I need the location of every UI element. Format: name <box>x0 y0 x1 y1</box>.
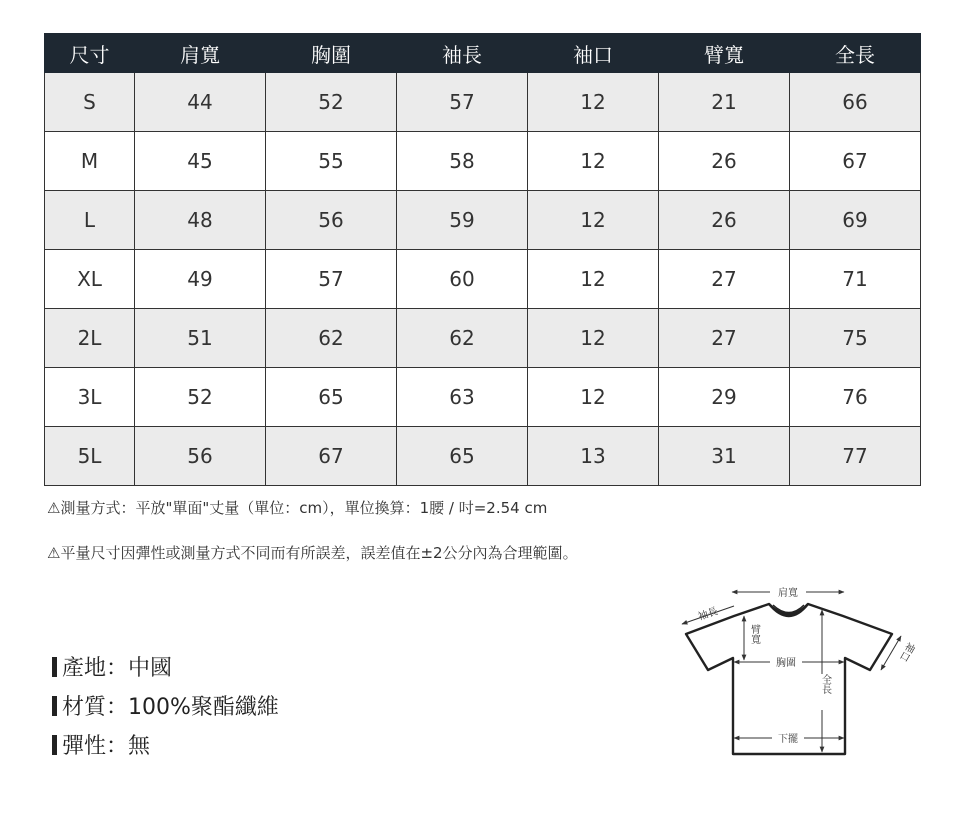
header-size: 尺寸 <box>45 34 135 73</box>
sleeve-length-label: 袖長 <box>696 606 720 623</box>
table-cell: 56 <box>266 191 397 250</box>
table-row <box>45 368 921 427</box>
shoulder-width-label: 肩寬 <box>778 588 798 599</box>
tshirt-measurement-diagram <box>678 580 916 762</box>
size-table-header-row <box>45 34 921 73</box>
table-cell: 69 <box>790 191 921 250</box>
table-cell: 27 <box>659 250 790 309</box>
size-table <box>44 33 921 486</box>
table-cell: 62 <box>266 309 397 368</box>
table-cell: 27 <box>659 309 790 368</box>
total-length-label: 全長 <box>819 674 831 694</box>
spec-material <box>52 690 279 721</box>
table-cell: 31 <box>659 427 790 486</box>
table-cell: 12 <box>528 309 659 368</box>
shoulder-width-measure <box>732 586 844 599</box>
table-cell: 76 <box>790 368 921 427</box>
table-cell: L <box>45 191 135 250</box>
table-cell: 77 <box>790 427 921 486</box>
header-chest: 胸圍 <box>266 34 397 73</box>
table-cell: 63 <box>397 368 528 427</box>
table-cell: S <box>45 73 135 132</box>
hem-label: 下擺 <box>778 734 798 745</box>
table-cell: 26 <box>659 132 790 191</box>
table-cell: 3L <box>45 368 135 427</box>
table-cell: 49 <box>135 250 266 309</box>
table-cell: 55 <box>266 132 397 191</box>
table-cell: 57 <box>397 73 528 132</box>
table-row <box>45 250 921 309</box>
table-cell: 52 <box>135 368 266 427</box>
table-cell: 66 <box>790 73 921 132</box>
table-cell: 62 <box>397 309 528 368</box>
tolerance-note: ⚠平量尺寸因彈性或測量方式不同而有所誤差，誤差值在±2公分內為合理範圍。 <box>47 544 578 562</box>
table-cell: 59 <box>397 191 528 250</box>
header-total-length: 全長 <box>790 34 921 73</box>
table-cell: 29 <box>659 368 790 427</box>
bullet-bar-icon <box>52 657 57 677</box>
bullet-bar-icon <box>52 696 57 716</box>
table-cell: 12 <box>528 250 659 309</box>
table-cell: M <box>45 132 135 191</box>
header-arm-width: 臂寬 <box>659 34 790 73</box>
table-row <box>45 191 921 250</box>
bullet-bar-icon <box>52 735 57 755</box>
header-cuff: 袖口 <box>528 34 659 73</box>
arm-width-label: 臂寬 <box>748 624 760 644</box>
table-cell: 60 <box>397 250 528 309</box>
table-cell: XL <box>45 250 135 309</box>
table-cell: 2L <box>45 309 135 368</box>
table-cell: 26 <box>659 191 790 250</box>
table-cell: 57 <box>266 250 397 309</box>
table-cell: 12 <box>528 368 659 427</box>
table-cell: 44 <box>135 73 266 132</box>
spec-elasticity-text: 彈性：無 <box>62 734 151 759</box>
table-row <box>45 73 921 132</box>
table-cell: 12 <box>528 73 659 132</box>
tshirt-outline <box>686 604 892 754</box>
spec-material-text: 材質：100%聚酯纖維 <box>62 695 279 720</box>
table-cell: 75 <box>790 309 921 368</box>
spec-elasticity <box>52 729 150 760</box>
cuff-label: 袖口 <box>896 639 916 663</box>
table-cell: 21 <box>659 73 790 132</box>
measurement-note: ⚠測量方式：平放"單面"丈量（單位：cm），單位換算：1腰 / 吋=2.54 cm <box>47 499 548 517</box>
table-cell: 65 <box>266 368 397 427</box>
table-cell: 48 <box>135 191 266 250</box>
header-shoulder-width: 肩寬 <box>135 34 266 73</box>
chest-label: 胸圍 <box>776 658 796 669</box>
table-cell: 12 <box>528 191 659 250</box>
table-row <box>45 132 921 191</box>
table-cell: 65 <box>397 427 528 486</box>
spec-origin <box>52 651 172 682</box>
table-cell: 13 <box>528 427 659 486</box>
spec-origin-text: 產地：中國 <box>62 656 173 681</box>
table-cell: 52 <box>266 73 397 132</box>
table-row <box>45 427 921 486</box>
table-cell: 58 <box>397 132 528 191</box>
table-row <box>45 309 921 368</box>
table-cell: 67 <box>266 427 397 486</box>
table-cell: 67 <box>790 132 921 191</box>
table-cell: 71 <box>790 250 921 309</box>
header-sleeve-length: 袖長 <box>397 34 528 73</box>
table-cell: 51 <box>135 309 266 368</box>
table-cell: 56 <box>135 427 266 486</box>
table-cell: 5L <box>45 427 135 486</box>
table-cell: 12 <box>528 132 659 191</box>
table-cell: 45 <box>135 132 266 191</box>
